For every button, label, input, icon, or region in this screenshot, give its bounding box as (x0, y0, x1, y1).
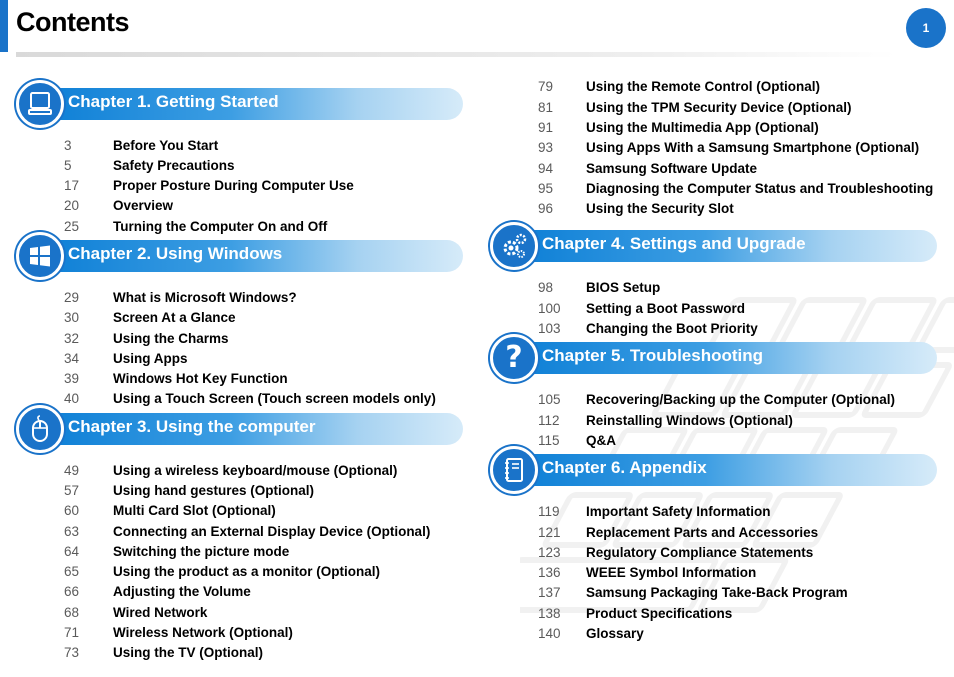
toc-page-number: 98 (538, 280, 554, 295)
chapter-6-title: Chapter 6. Appendix (542, 458, 707, 477)
toc-entry-label: What is Microsoft Windows? (113, 290, 297, 305)
toc-page-number: 20 (64, 198, 80, 213)
chapter-4-title: Chapter 4. Settings and Upgrade (542, 234, 806, 253)
toc-page-number: 32 (64, 331, 80, 346)
mouse-icon (16, 405, 64, 453)
toc-page-number: 123 (538, 545, 561, 560)
toc-page-number: 65 (64, 564, 80, 579)
toc-entry-label: Setting a Boot Password (586, 301, 746, 316)
toc-entry-label: Product Specifications (586, 606, 733, 621)
toc-entry-label: Switching the picture mode (113, 544, 290, 559)
toc-page-number: 60 (64, 503, 80, 518)
toc-entry-label: Using the Security Slot (586, 201, 734, 216)
header-accent-bar (0, 0, 8, 52)
question-icon: ? (490, 334, 538, 382)
toc-entry-label: Important Safety Information (586, 504, 771, 519)
chapter-1-title: Chapter 1. Getting Started (68, 92, 279, 111)
toc-entry-label: Wireless Network (Optional) (113, 625, 293, 640)
toc-page-number: 3 (64, 138, 72, 153)
toc-page-number: 100 (538, 301, 561, 316)
toc-page-number: 25 (64, 219, 80, 234)
toc-page-number: 105 (538, 392, 561, 407)
toc-entry-label: Glossary (586, 626, 644, 641)
toc-entry-label: Before You Start (113, 138, 219, 153)
chapter-2-title: Chapter 2. Using Windows (68, 244, 283, 263)
toc-entry-label: Using the product as a monitor (Optional) (113, 564, 381, 579)
toc-page-number: 121 (538, 525, 561, 540)
toc-page-number: 115 (538, 433, 560, 448)
toc-entry-label: Reinstalling Windows (Optional) (586, 413, 793, 428)
toc-page-number: 136 (538, 565, 561, 580)
toc-entry-label: Windows Hot Key Function (113, 371, 288, 386)
toc-entry-label: Using the Multimedia App (Optional) (586, 120, 819, 135)
toc-page-number: 103 (538, 321, 561, 336)
toc-page-number: 73 (64, 645, 80, 660)
toc-page-number: 95 (538, 181, 554, 196)
toc-entry-label: Using hand gestures (Optional) (113, 483, 315, 498)
toc-page-number: 66 (64, 584, 80, 599)
toc-entry-label: Overview (113, 198, 174, 213)
toc-page-number: 94 (538, 161, 554, 176)
toc-entry-label: Using Apps (113, 351, 188, 366)
windows-icon (16, 232, 64, 280)
toc-page-number: 34 (64, 351, 80, 366)
toc-page-number: 96 (538, 201, 554, 216)
toc-page-number: 64 (64, 544, 80, 559)
toc-entry-label: Recovering/Backing up the Computer (Optional) (586, 392, 896, 407)
header-divider (16, 52, 896, 57)
toc-page-number: 81 (538, 100, 554, 115)
toc-entry-label: Using Apps With a Samsung Smartphone (Optional) (586, 140, 920, 155)
toc-page-number: 63 (64, 524, 80, 539)
toc-page-number: 5 (64, 158, 72, 173)
toc-entry-label: Using a wireless keyboard/mouse (Optional) (113, 463, 398, 478)
laptop-icon (16, 80, 64, 128)
toc-entry-label: Samsung Packaging Take-Back Program (586, 585, 848, 600)
toc-page-number: 137 (538, 585, 561, 600)
toc-entry-label: Replacement Parts and Accessories (586, 525, 819, 540)
toc-entry-label: WEEE Symbol Information (586, 565, 757, 580)
toc-entry-label: Using the Charms (113, 331, 229, 346)
toc-page-number: 29 (64, 290, 80, 305)
toc-entry-label: Wired Network (113, 605, 208, 620)
toc-entry-label: Connecting an External Display Device (Optional) (113, 524, 431, 539)
toc-page-number: 91 (538, 120, 554, 135)
notebook-icon (490, 446, 538, 494)
chapter-3-title: Chapter 3. Using the computer (68, 417, 316, 436)
toc-entry-label: Proper Posture During Computer Use (113, 178, 354, 193)
toc-page-number: 119 (538, 504, 560, 519)
toc-entry-label: BIOS Setup (586, 280, 661, 295)
toc-entry-label: Safety Precautions (113, 158, 235, 173)
page-title: Contents (16, 7, 129, 37)
toc-entry-label: Turning the Computer On and Off (113, 219, 328, 234)
toc-entry-label: Using the TPM Security Device (Optional) (586, 100, 852, 115)
toc-entry-label: Samsung Software Update (586, 161, 758, 176)
toc-entry-label: Multi Card Slot (Optional) (113, 503, 276, 518)
toc-entry-label: Diagnosing the Computer Status and Troubleshooting (586, 181, 934, 196)
toc-page-number: 71 (64, 625, 80, 640)
toc-page-number: 93 (538, 140, 554, 155)
gears-icon (490, 222, 538, 270)
toc-entry-label: Screen At a Glance (113, 310, 236, 325)
toc-page-number: 39 (64, 371, 80, 386)
toc-page-number: 112 (538, 413, 560, 428)
toc-entry-label: Using a Touch Screen (Touch screen models only) (113, 391, 436, 406)
toc-entry-label: Adjusting the Volume (113, 584, 251, 599)
page-number-badge: 1 (906, 8, 946, 48)
toc-page-number: 49 (64, 463, 80, 478)
toc-page-number: 30 (64, 310, 80, 325)
toc-page-number: 57 (64, 483, 80, 498)
toc-page-number: 68 (64, 605, 80, 620)
toc-entry-label: Using the Remote Control (Optional) (586, 79, 820, 94)
toc-page-number: 140 (538, 626, 561, 641)
toc-page-number: 40 (64, 391, 80, 406)
toc-entry-label: Using the TV (Optional) (113, 645, 263, 660)
toc-page-number: 79 (538, 79, 554, 94)
chapter-5-title: Chapter 5. Troubleshooting (542, 346, 764, 365)
toc-entry-label: Q&A (586, 433, 616, 448)
toc-entry-label: Regulatory Compliance Statements (586, 545, 814, 560)
toc-page-number: 17 (64, 178, 80, 193)
toc-page-number: 138 (538, 606, 561, 621)
toc-entry-label: Changing the Boot Priority (586, 321, 758, 336)
